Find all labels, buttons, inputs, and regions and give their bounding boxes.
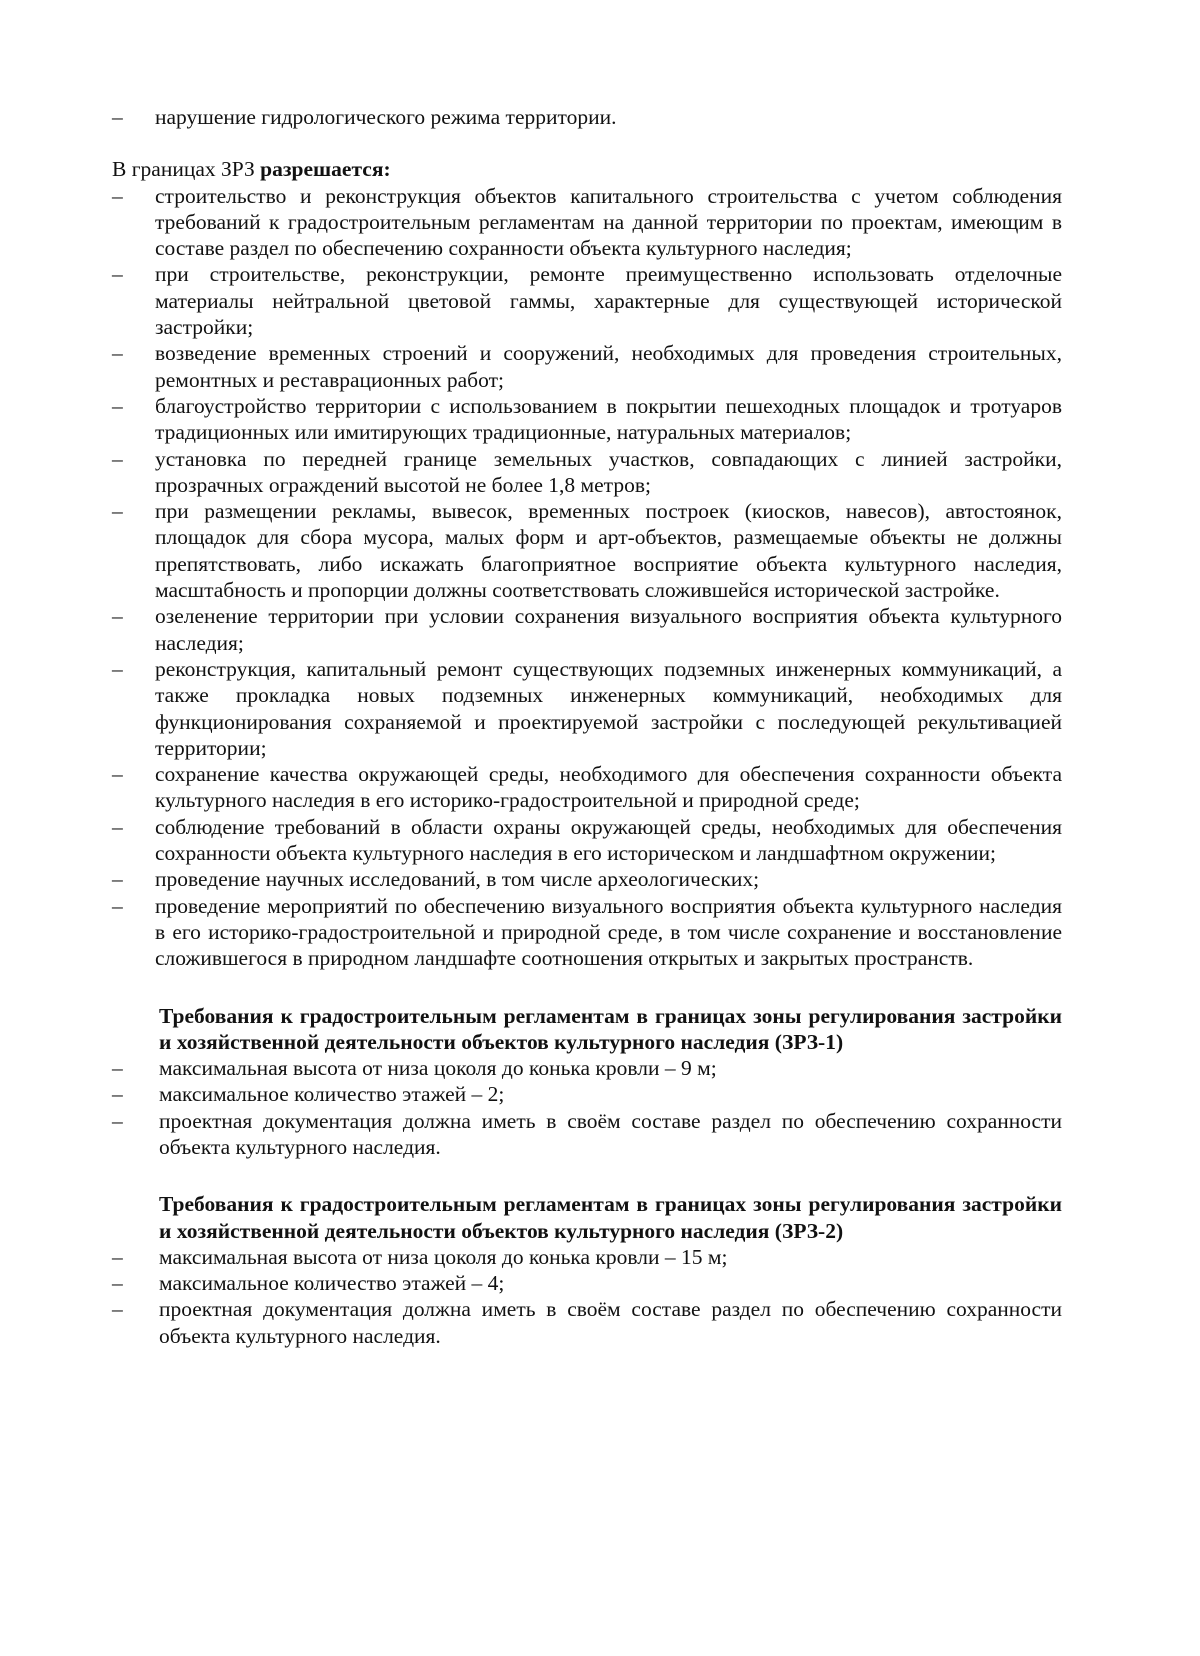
dash-bullet: –: [112, 1297, 123, 1322]
list-item: [112, 1296, 1062, 1349]
list-item-text: нарушение гидрологического режима территории.: [155, 105, 617, 129]
dash-bullet: –: [112, 446, 123, 471]
list-item-text: возведение временных строений и сооружений, необходимых для проведения строительных, ремонтных и реставрационных работ;: [155, 341, 1062, 392]
list-item-text: сохранение качества окружающей среды, необходимого для обеспечения сохранности объекта культурного наследия в его историко-градостроительной и природной среде;: [155, 762, 1062, 813]
permitted-intro-bold: разрешается:: [260, 157, 391, 182]
list-item-text: максимальное количество этажей – 2;: [159, 1082, 505, 1107]
dash-bullet: –: [112, 1082, 123, 1107]
list-item-text: максимальное количество этажей – 4;: [159, 1271, 505, 1296]
list-item-text: проектная документация должна иметь в своём составе раздел по обеспечению сохранности объекта культурного наследия.: [159, 1297, 1062, 1348]
document-body: [112, 104, 1062, 1349]
list-item-text: проектная документация должна иметь в своём составе раздел по обеспечению сохранности объекта культурного наследия.: [159, 1108, 1062, 1159]
dash-bullet: –: [112, 105, 123, 129]
zrz1-list: [112, 1055, 1062, 1160]
dash-bullet: –: [112, 1056, 123, 1081]
dash-bullet: –: [112, 1271, 123, 1296]
zrz1-heading: Требования к градостроительным регламентам в границах зоны регулирования застройки и хозяйственной деятельности объектов культурного наследия (ЗРЗ-1): [159, 1003, 1062, 1054]
dash-bullet: –: [112, 262, 123, 287]
list-item-text: проведение научных исследований, в том числе археологических;: [155, 867, 760, 892]
list-item-text: максимальная высота от низа цоколя до конька кровли – 9 м;: [159, 1056, 717, 1081]
list-item: [112, 340, 1062, 393]
dash-bullet: –: [112, 604, 123, 629]
dash-bullet: –: [112, 183, 123, 208]
list-item: [112, 1108, 1062, 1161]
list-item: [112, 446, 1062, 499]
permitted-intro: [112, 156, 1062, 182]
list-item-text: при размещении рекламы, вывесок, временных построек (киосков, навесов), автостоянок, площадок для сбора мусора, малых форм и арт-объектов, размещаемые объекты не должны препятствовать, либо искажать благоприятное восприятие объекта культурного наследия, масштабность и пропорции должны соответствовать сложившейся исторической застройке.: [155, 499, 1062, 603]
list-item: [112, 104, 1062, 130]
list-item: [112, 1244, 1062, 1270]
list-item-text: благоустройство территории с использованием в покрытии пешеходных площадок и тротуаров традиционных или имитирующих традиционные, натуральных материалов;: [155, 393, 1062, 445]
zrz1-section: [112, 1003, 1062, 1161]
list-item-text: озеленение территории при условии сохранения визуального восприятия объекта культурного наследия;: [155, 604, 1062, 655]
list-item-text: максимальная высота от низа цоколя до конька кровли – 15 м;: [159, 1244, 728, 1269]
top-list: [112, 104, 1062, 130]
list-item: [112, 893, 1062, 972]
list-item: [112, 498, 1062, 603]
list-item: [112, 1081, 1062, 1107]
list-item-text: строительство и реконструкция объектов капитального строительства с учетом соблюдения требований к градостроительным регламентам на данной территории по проектам, имеющим в составе раздел по обеспечению сохранности объекта культурного наследия;: [155, 183, 1062, 261]
permitted-intro-text: В границах ЗРЗ: [112, 157, 261, 182]
dash-bullet: –: [112, 656, 123, 681]
zrz2-list: [112, 1244, 1062, 1349]
dash-bullet: –: [112, 1108, 123, 1133]
dash-bullet: –: [112, 393, 123, 418]
dash-bullet: –: [112, 867, 123, 892]
list-item: [112, 761, 1062, 814]
list-item-text: при строительстве, реконструкции, ремонте преимущественно использовать отделочные материалы нейтральной цветовой гаммы, характерные для существующей исторической застройки;: [155, 262, 1062, 340]
dash-bullet: –: [112, 499, 123, 524]
list-item: [112, 393, 1062, 446]
dash-bullet: –: [112, 1244, 123, 1269]
list-item: [112, 866, 1062, 892]
list-item-text: установка по передней границе земельных участков, совпадающих с линией застройки, прозрачных ограждений высотой не более 1,8 метров;: [155, 446, 1062, 497]
list-item: [112, 183, 1062, 262]
list-item-text: соблюдение требований в области охраны окружающей среды, необходимых для обеспечения сохранности объекта культурного наследия в его историческом и ландшафтном окружении;: [155, 814, 1062, 866]
list-item: [112, 814, 1062, 867]
list-item: [112, 656, 1062, 761]
list-item-text: реконструкция, капитальный ремонт существующих подземных инженерных коммуникаций, а также прокладка новых подземных инженерных коммуникаций, необходимых для функционирования сохраняемой и проектируемой застройки с последующей рекультивацией территории;: [155, 656, 1062, 760]
zrz2-section: [112, 1191, 1062, 1349]
list-item: [112, 1055, 1062, 1081]
list-item-text: проведение мероприятий по обеспечению визуального восприятия объекта культурного наследия в его историко-градостроительной и природной среде, в том числе сохранение и восстановление сложившегося в природном ландшафте соотношения открытых и закрытых пространств.: [155, 893, 1062, 971]
dash-bullet: –: [112, 341, 123, 366]
zrz2-heading: Требования к градостроительным регламентам в границах зоны регулирования застройки и хозяйственной деятельности объектов культурного наследия (ЗРЗ-2): [159, 1192, 1062, 1243]
dash-bullet: –: [112, 814, 123, 839]
permitted-list: [112, 183, 1062, 972]
dash-bullet: –: [112, 762, 123, 787]
list-item: [112, 261, 1062, 340]
list-item: [112, 603, 1062, 656]
list-item: [112, 1270, 1062, 1296]
dash-bullet: –: [112, 893, 123, 918]
